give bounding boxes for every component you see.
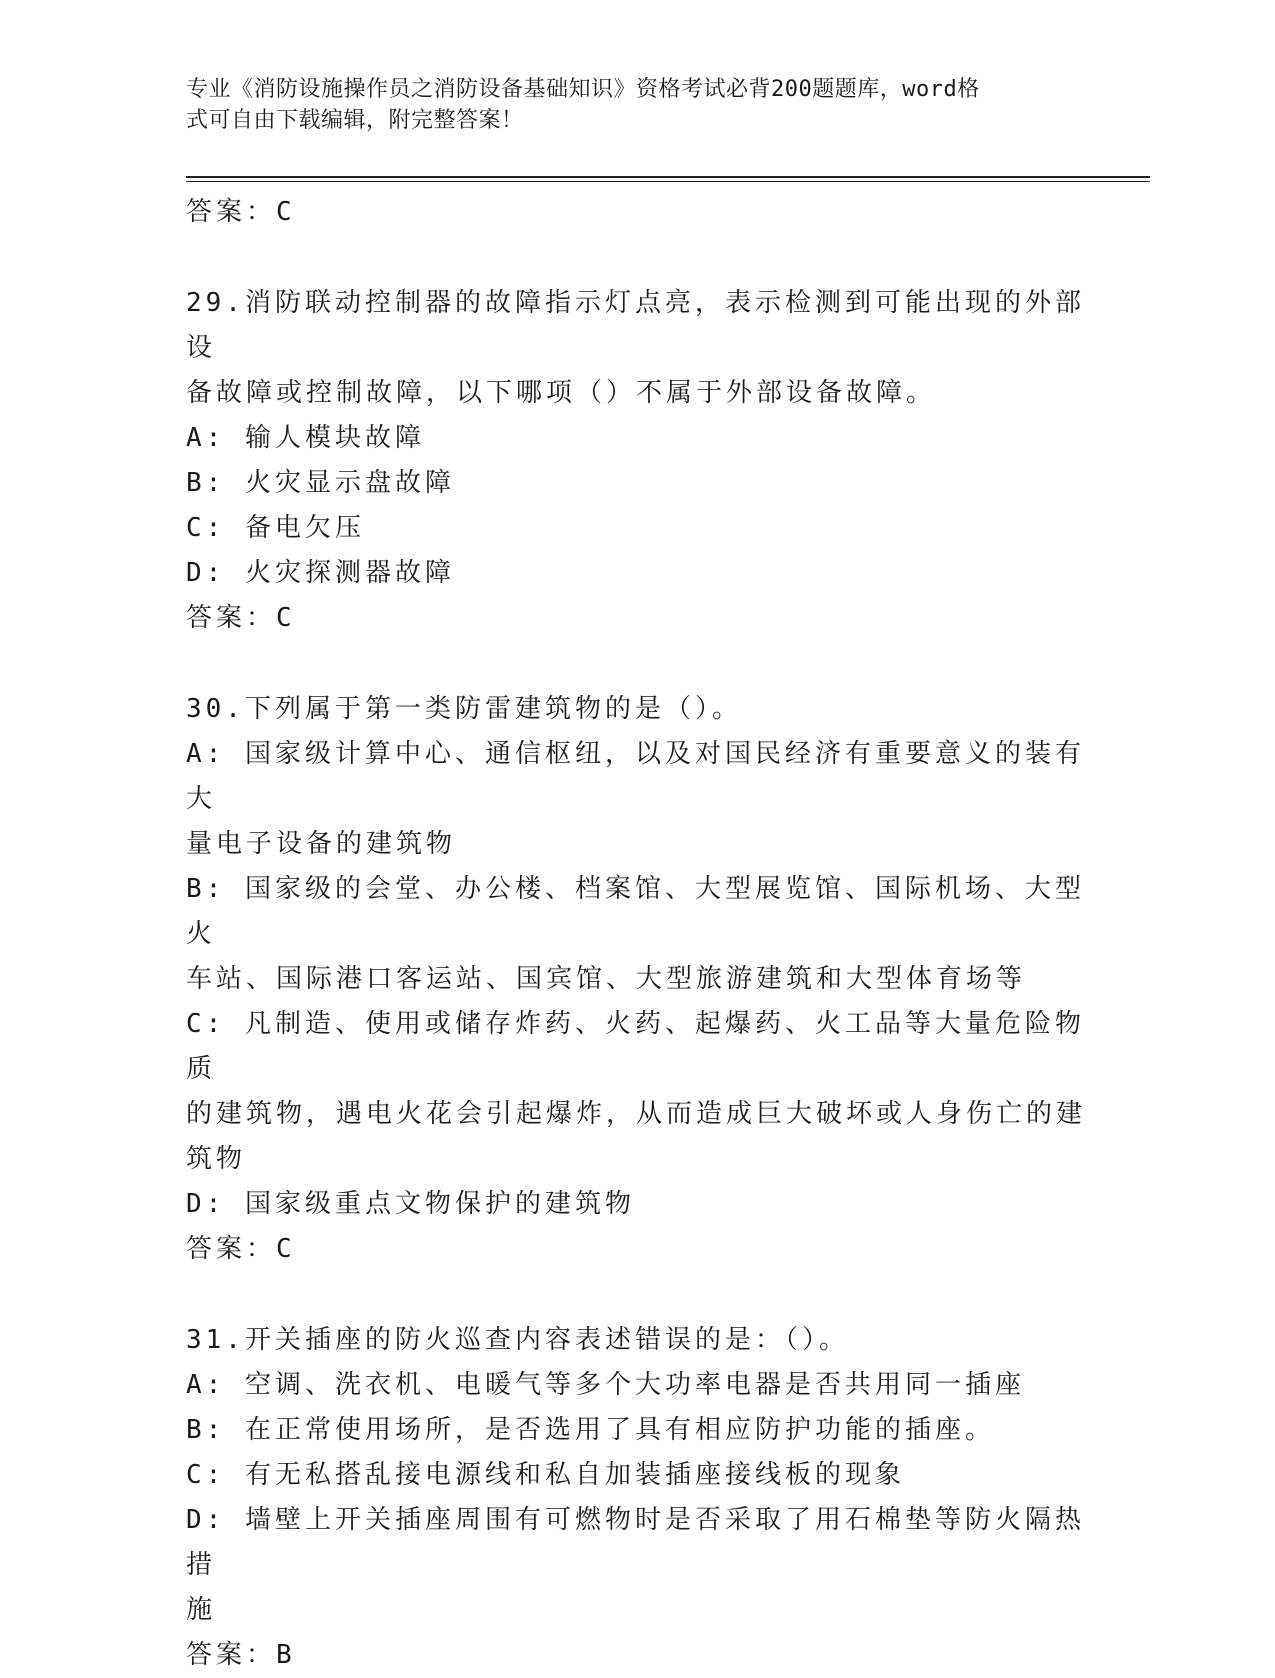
option-b-line: B: 国家级的会堂、办公楼、档案馆、大型展览馆、国际机场、大型火 — [186, 874, 1085, 949]
option-c: C: 有无私搭乱接电源线和私自加装插座接线板的现象 — [186, 1460, 905, 1490]
question-list — [186, 190, 1086, 1678]
option-c-line: 的建筑物，遇电火花会引起爆炸，从而造成巨大破坏或人身伤亡的建 — [186, 1099, 1087, 1129]
header-divider-thick — [186, 176, 1150, 178]
question-stem-line: 31.开关插座的防火巡查内容表述错误的是：（）。 — [186, 1325, 849, 1355]
question-30 — [186, 687, 1086, 1272]
answer-line: 答案：C — [186, 603, 296, 633]
option-d: D: 火灾探测器故障 — [186, 558, 455, 588]
question-stem-line: 备故障或控制故障，以下哪项（）不属于外部设备故障。 — [186, 378, 937, 408]
option-d-line: 施 — [186, 1595, 217, 1625]
question-stem-line: 29.消防联动控制器的故障指示灯点亮，表示检测到可能出现的外部设 — [186, 288, 1085, 363]
option-c-line: C: 凡制造、使用或储存炸药、火药、起爆药、火工品等大量危险物质 — [186, 1009, 1085, 1084]
answer-line-previous: 答案：C — [186, 197, 296, 227]
option-a: A: 输人模块故障 — [186, 423, 425, 453]
answer-line: 答案：B — [186, 1640, 296, 1670]
header-divider-thin — [186, 181, 1150, 182]
option-b: B: 火灾显示盘故障 — [186, 468, 455, 498]
question-29 — [186, 281, 1086, 641]
question-31 — [186, 1318, 1086, 1678]
option-b: B: 在正常使用场所，是否选用了具有相应防护功能的插座。 — [186, 1415, 995, 1445]
option-a-line: 量电子设备的建筑物 — [186, 829, 457, 859]
option-d-line: D: 墙壁上开关插座周围有可燃物时是否采取了用石棉垫等防火隔热措 — [186, 1505, 1085, 1580]
option-d: D: 国家级重点文物保护的建筑物 — [186, 1189, 635, 1219]
page-header — [186, 74, 1066, 136]
header-line-1: 专业《消防设施操作员之消防设备基础知识》资格考试必背200题题库，word格 — [186, 77, 980, 102]
option-a-line: A: 国家级计算中心、通信枢纽，以及对国民经济有重要意义的装有大 — [186, 739, 1085, 814]
header-line-2: 式可自由下载编辑，附完整答案！ — [186, 108, 524, 133]
option-a: A: 空调、洗衣机、电暖气等多个大功率电器是否共用同一插座 — [186, 1370, 1025, 1400]
answer-line: 答案：C — [186, 1234, 296, 1264]
question-stem-line: 30.下列属于第一类防雷建筑物的是（）。 — [186, 694, 742, 724]
option-b-line: 车站、国际港口客运站、国宾馆、大型旅游建筑和大型体育场等 — [186, 964, 1027, 994]
option-c-line: 筑物 — [186, 1144, 247, 1174]
spacer — [186, 1272, 1086, 1318]
option-c: C: 备电欠压 — [186, 513, 365, 543]
spacer — [186, 235, 1086, 281]
spacer — [186, 641, 1086, 687]
